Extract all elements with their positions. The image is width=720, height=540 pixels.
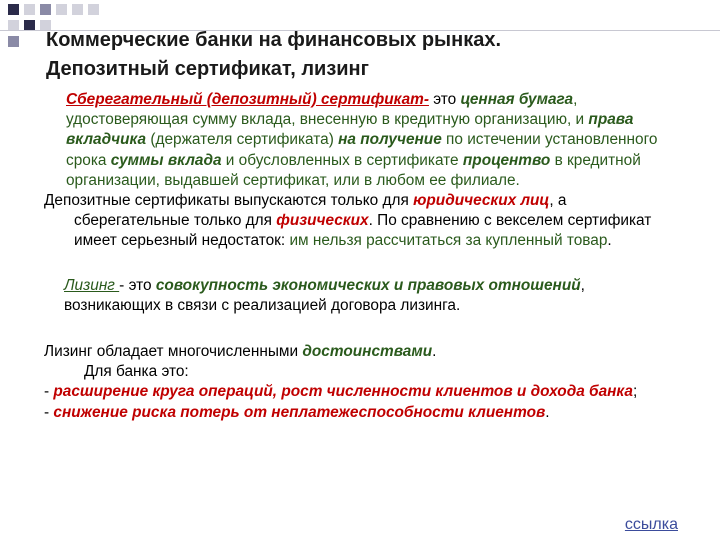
keyword: процентво: [462, 151, 551, 169]
square-icon: [88, 4, 99, 15]
keyword: ценная бумага: [460, 91, 574, 108]
slide-body: [44, 90, 684, 423]
paragraph-certificate: Сберегательный (депозитный) сертификат- это ценная бумага, удостоверяющая сумму вклада, внесенную в кредитную организацию, и права вкладчика (держателя сертификата) на получение по истечении установленного срока суммы вклада и обусловленных в сертификате процентво в кредитной организации, выдавшей сертификат, или в любом ее филиале.: [66, 91, 658, 189]
keyword: юридических лиц: [413, 192, 550, 210]
title-line-2: Депозитный сертификат, лизинг: [46, 58, 369, 80]
keyword: права вкладчика: [66, 111, 634, 149]
keyword: снижение риска потерь от неплатежеспособности клиентов: [53, 403, 546, 421]
square-icon: [72, 4, 83, 15]
square-icon: [56, 4, 67, 15]
square-icon: [8, 4, 19, 15]
square-icon: [24, 4, 35, 15]
paragraph-deposit-types: Депозитные сертификаты выпускаются только для юридических лиц, а сберегательные только для физических. По сравнению с векселем сертификат имеет серьезный недостаток: им нельзя рассчитаться за купленный товар.: [44, 192, 652, 250]
list-item: - снижение риска потерь от неплатежеспособности клиентов.: [44, 403, 550, 421]
keyword: совокупность экономических и правовых отношений: [155, 276, 581, 294]
paragraph-leasing: Лизинг - это совокупность экономических и правовых отношений, возникающих в связи с реализацией договора лизинга.: [64, 276, 585, 314]
keyword: им нельзя рассчитаться за купленный товар: [289, 232, 608, 250]
keyword: расширение круга операций, рост численности клиентов и дохода банка: [53, 383, 633, 401]
paragraph-leasing-advantages: Лизинг обладает многочисленными достоинствами.: [44, 343, 437, 361]
keyword: на получение: [338, 131, 442, 149]
keyword: достоинствами: [302, 343, 433, 361]
term-certificate: Сберегательный (депозитный) сертификат-: [66, 91, 429, 108]
square-icon: [8, 36, 19, 47]
term-leasing: Лизинг: [64, 276, 120, 294]
list-item: - расширение круга операций, рост численности клиентов и дохода банка;: [44, 383, 638, 401]
title-line-1: Коммерческие банки на финансовых рынках.: [46, 29, 502, 51]
keyword: суммы вклада: [110, 151, 222, 169]
square-icon: [40, 4, 51, 15]
slide-title: [46, 26, 501, 84]
paragraph-for-bank: Для банка это:: [84, 363, 189, 381]
keyword: физических: [276, 212, 369, 230]
source-link[interactable]: ссылка: [624, 516, 678, 533]
